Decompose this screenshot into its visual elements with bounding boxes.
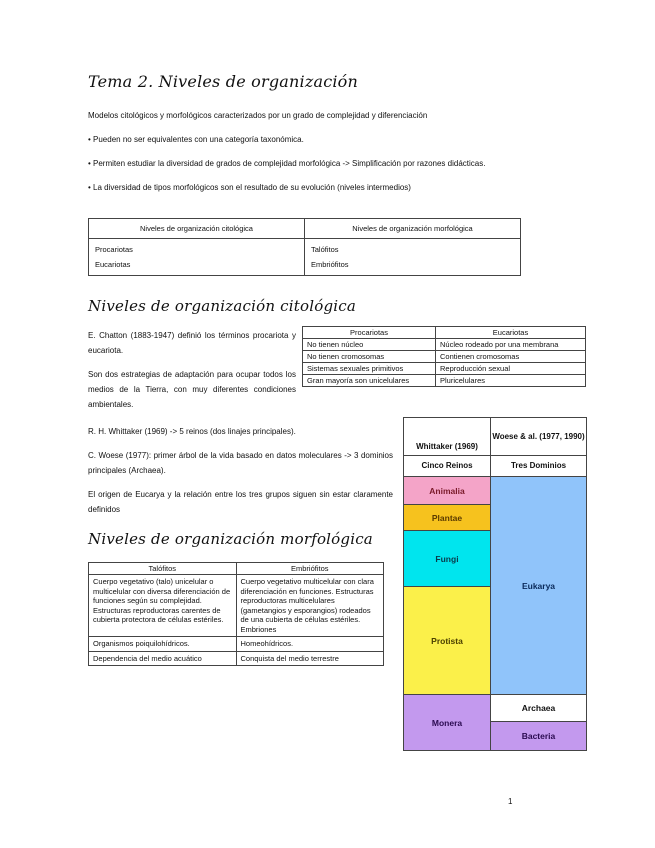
kingdom-fungi: Fungi	[404, 531, 491, 587]
page-title: Tema 2. Niveles de organización	[88, 72, 359, 91]
intro-lead: Modelos citológicos y morfológicos caracterizados por un grado de complejidad y diferenciación	[88, 111, 428, 120]
table-cell: No tienen núcleo	[303, 339, 436, 351]
intro-block	[88, 108, 518, 195]
table-cell: Contienen cromosomas	[436, 351, 586, 363]
prokaryote-eukaryote-table	[302, 326, 586, 387]
table-cell: Reproducción sexual	[436, 363, 586, 375]
table-row	[89, 575, 384, 637]
summary-item: Eucariotas	[95, 260, 131, 269]
table-cell: Gran mayoría son unicelulares	[303, 375, 436, 387]
table-cell: Organismos poiquilohídricos.	[89, 637, 237, 652]
section-heading-morfologica: Niveles de organización morfológica	[88, 530, 373, 548]
table-cell: Homeohídricos.	[236, 637, 384, 652]
header-eucariotas: Eucariotas	[436, 327, 586, 339]
table-row	[303, 363, 586, 375]
domain-bacteria: Bacteria	[491, 722, 586, 750]
summary-item: Procariotas	[95, 245, 133, 254]
tree-of-life-figure	[403, 417, 587, 751]
kingdom-monera: Monera	[404, 695, 491, 750]
kingdom-animalia: Animalia	[404, 477, 491, 505]
summary-cell-morfologica	[305, 239, 521, 276]
section-heading-citologica: Niveles de organización citológica	[88, 297, 356, 315]
paragraph-chatton: E. Chatton (1883-1947) definió los términos procariota y eucariota.	[88, 331, 296, 355]
paragraph-woese: C. Woese (1977): primer árbol de la vida basado en datos moleculares -> 3 dominios principales (Archaea).	[88, 451, 393, 475]
table-cell: Núcleo rodeado por una membrana	[436, 339, 586, 351]
page-number: 1	[508, 797, 513, 806]
table-cell: Conquista del medio terrestre	[236, 651, 384, 666]
talofitos-embriofitos-table	[88, 562, 384, 666]
table-cell: Cuerpo vegetativo multicelular con clara diferenciación en funciones. Estructuras reproductoras multicelulares (gametangios y esporangios) rodeados de una cubierta de células estériles. Embriones	[236, 575, 384, 637]
table-cell: Dependencia del medio acuático	[89, 651, 237, 666]
table-cell: No tienen cromosomas	[303, 351, 436, 363]
paragraph-origen: El origen de Eucarya y la relación entre los tres grupos siguen sin estar claramente definidos	[88, 490, 393, 514]
table-row	[89, 637, 384, 652]
paragraph-estrategias: Son dos estrategias de adaptación para ocupar todos los medios de la Tierra, con muy diferentes condiciones ambientales.	[88, 370, 296, 409]
summary-header-morfologica: Niveles de organización morfológica	[305, 219, 521, 239]
header-talofitos: Talófitos	[89, 563, 237, 575]
paragraph-whittaker: R. H. Whittaker (1969) -> 5 reinos (dos linajes principales).	[88, 427, 296, 436]
intro-bullet-2: • Permiten estudiar la diversidad de grados de complejidad morfológica -> Simplificación por razones didácticas.	[88, 159, 486, 168]
header-embriofitos: Embriófitos	[236, 563, 384, 575]
table-cell: Sistemas sexuales primitivos	[303, 363, 436, 375]
table-row	[303, 375, 586, 387]
subheader-tres-dominios: Tres Dominios	[491, 456, 586, 477]
header-whittaker: Whittaker (1969)	[404, 418, 491, 456]
table-row	[303, 351, 586, 363]
citologica-text-full	[88, 424, 393, 517]
domain-eukarya: Eukarya	[491, 477, 586, 695]
intro-bullet-1: • Pueden no ser equivalentes con una categoría taxonómica.	[88, 135, 304, 144]
table-row	[89, 651, 384, 666]
citologica-text-left	[88, 328, 296, 412]
kingdom-protista: Protista	[404, 587, 491, 695]
kingdom-plantae: Plantae	[404, 505, 491, 531]
header-procariotas: Procariotas	[303, 327, 436, 339]
summary-table	[88, 218, 521, 276]
summary-item: Talófitos	[311, 245, 339, 254]
header-woese: Woese & al. (1977, 1990)	[491, 418, 586, 456]
table-cell: Cuerpo vegetativo (talo) unicelular o multicelular con diversa diferenciación de funciones según su complejidad. Estructuras reproductoras carentes de cubierta protectora de células estériles.	[89, 575, 237, 637]
table-cell: Pluricelulares	[436, 375, 586, 387]
subheader-cinco-reinos: Cinco Reinos	[404, 456, 491, 477]
summary-cell-citologica	[89, 239, 305, 276]
domain-archaea: Archaea	[491, 695, 586, 722]
summary-header-citologica: Niveles de organización citológica	[89, 219, 305, 239]
intro-bullet-3: • La diversidad de tipos morfológicos son el resultado de su evolución (niveles intermedios)	[88, 183, 411, 192]
table-row	[303, 339, 586, 351]
summary-item: Embriófitos	[311, 260, 349, 269]
